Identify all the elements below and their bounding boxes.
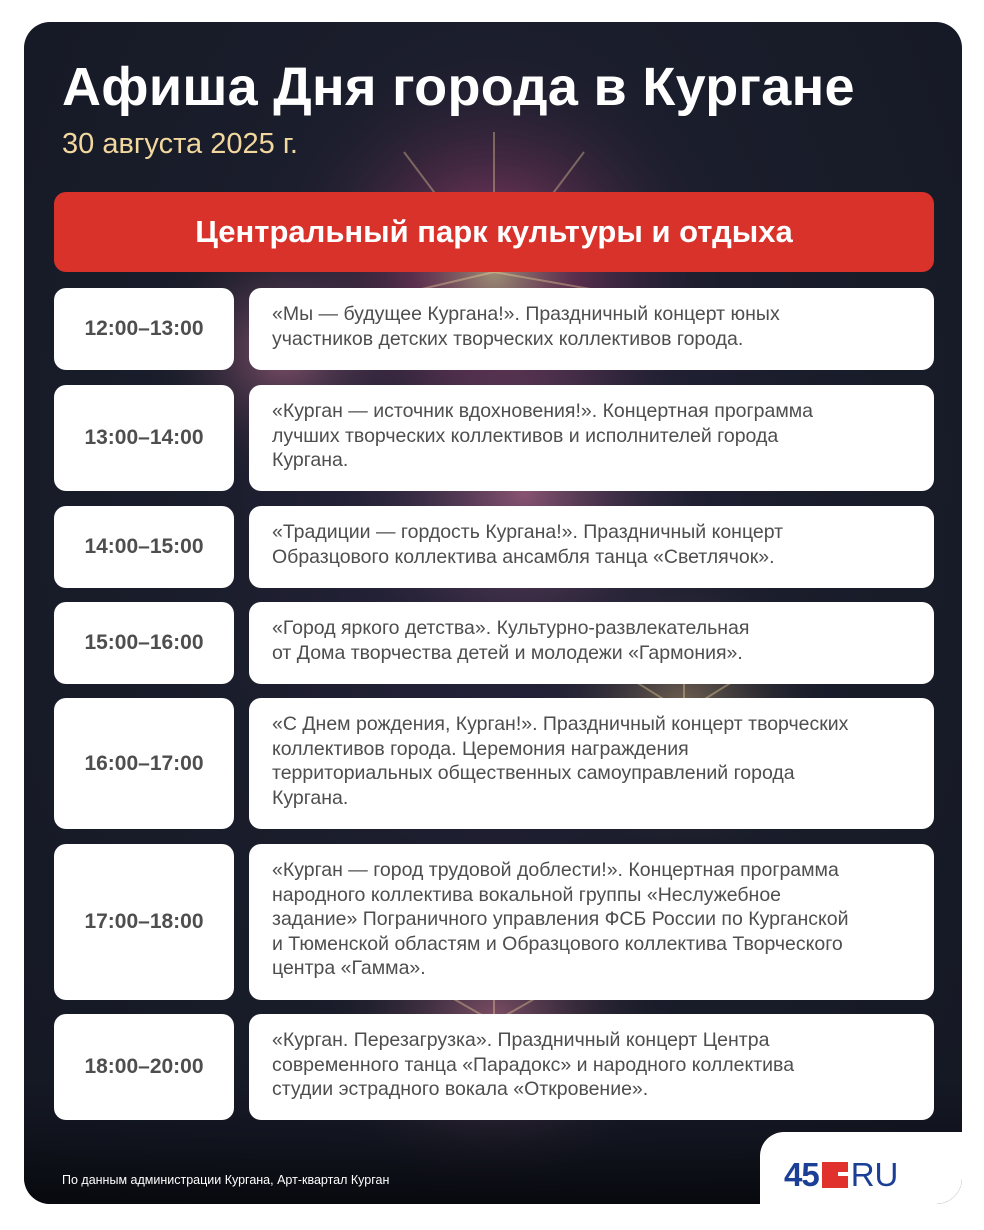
logo-mark-icon <box>822 1162 848 1188</box>
logo-number: 45 <box>784 1156 819 1193</box>
schedule-row <box>54 1014 934 1120</box>
event-description: «Мы — будущее Кургана!». Праздничный концерт юных участников детских творческих коллективов города. <box>249 288 934 370</box>
schedule-row <box>54 698 934 829</box>
event-description: «С Днем рождения, Курган!». Праздничный концерт творческих коллективов города. Церемония награждения территориальных общественных самоуправлений города Кургана. <box>249 698 934 829</box>
schedule-row <box>54 385 934 491</box>
venue-banner: Центральный парк культуры и отдыха <box>54 192 934 272</box>
time-slot: 16:00–17:00 <box>54 698 234 829</box>
time-slot: 12:00–13:00 <box>54 288 234 370</box>
logo-domain: RU <box>850 1156 899 1193</box>
schedule-row <box>54 288 934 370</box>
event-description: «Курган. Перезагрузка». Праздничный концерт Центра современного танца «Парадокс» и народного коллектива студии эстрадного вокала «Откровение». <box>249 1014 934 1120</box>
site-logo[interactable] <box>760 1132 962 1204</box>
event-description: «Курган — источник вдохновения!». Концертная программа лучших творческих коллективов и исполнителей города Кургана. <box>249 385 934 491</box>
source-note: По данным администрации Кургана, Арт-квартал Курган <box>62 1173 390 1187</box>
poster <box>24 22 962 1204</box>
event-date: 30 августа 2025 г. <box>62 128 298 160</box>
time-slot: 17:00–18:00 <box>54 844 234 1000</box>
schedule-row <box>54 602 934 684</box>
time-slot: 14:00–15:00 <box>54 506 234 588</box>
event-description: «Традиции — гордость Кургана!». Праздничный концерт Образцового коллектива ансамбля танца «Светлячок». <box>249 506 934 588</box>
time-slot: 18:00–20:00 <box>54 1014 234 1120</box>
time-slot: 15:00–16:00 <box>54 602 234 684</box>
schedule-row <box>54 844 934 1000</box>
time-slot: 13:00–14:00 <box>54 385 234 491</box>
event-description: «Город яркого детства». Культурно-развлекательная от Дома творчества детей и молодежи «Гармония». <box>249 602 934 684</box>
schedule-row <box>54 506 934 588</box>
page-title: Афиша Дня города в Кургане <box>62 57 855 117</box>
event-description: «Курган — город трудовой доблести!». Концертная программа народного коллектива вокальной группы «Неслужебное задание» Пограничного управления ФСБ России по Курганской и Тюменской областям и Образцового коллектива Творческого центра «Гамма». <box>249 844 934 1000</box>
